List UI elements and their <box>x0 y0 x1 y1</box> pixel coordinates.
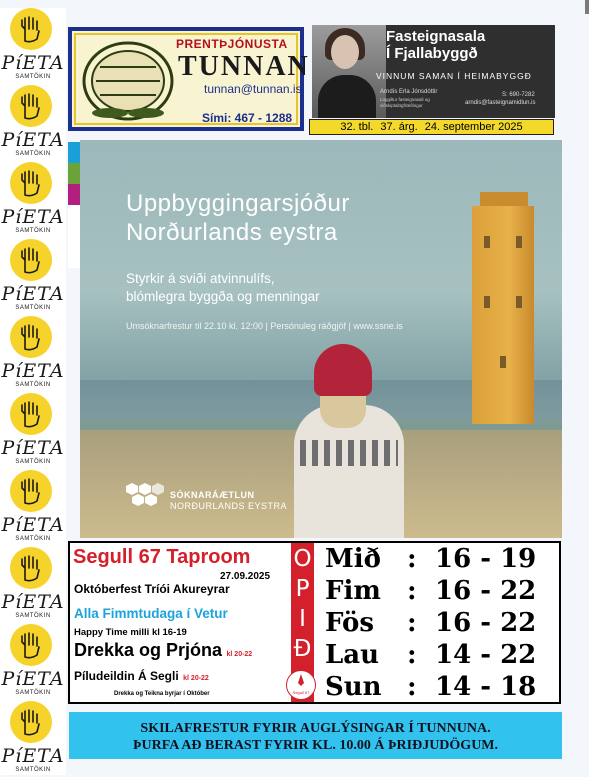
pieta-logo-sub: SAMTÖKIN <box>15 613 51 619</box>
open-letter: I <box>299 606 306 632</box>
ssne-logo-line1: SÓKNARÁÆTLUN <box>170 490 255 500</box>
pieta-logo-word: PíETA <box>1 745 65 767</box>
color-strip-segment <box>68 205 80 226</box>
pieta-logo[interactable] <box>0 701 66 777</box>
color-strip-segment <box>68 226 80 247</box>
color-strip-segment <box>68 184 80 205</box>
pieta-logo[interactable] <box>0 316 66 392</box>
issue-year: 37. árg. <box>380 121 418 133</box>
ssne-subtitle-line2: blómlegra byggða og menningar <box>126 289 320 304</box>
lighthouse-window <box>484 236 490 248</box>
segull-badge <box>286 670 316 700</box>
agent-phone: S: 690-7282 <box>502 92 535 98</box>
darts-event <box>74 667 209 685</box>
hours-colon: : <box>407 608 417 638</box>
darts-event-title: Píludeildin Á Segli <box>74 669 179 683</box>
sweater-pattern <box>300 440 398 466</box>
hand-icon <box>10 85 52 127</box>
agent-photo-face <box>331 35 359 69</box>
barrel-fish-icon <box>80 37 176 125</box>
hours-time: 14 - 22 <box>435 640 537 670</box>
pieta-logo[interactable] <box>0 85 66 161</box>
lighthouse <box>472 206 534 424</box>
lighthouse-window <box>516 296 522 308</box>
pieta-logo-word: PíETA <box>1 437 65 459</box>
ssne-ad[interactable] <box>80 140 562 538</box>
segull-title: Segull 67 Taproom <box>73 546 251 568</box>
hours-colon: : <box>407 640 417 670</box>
pieta-logo-word: PíETA <box>1 514 65 536</box>
event-date: 27.09.2025 <box>220 571 271 582</box>
hand-icon <box>10 470 52 512</box>
hours-time: 16 - 22 <box>435 608 537 638</box>
pieta-logo-sub: SAMTÖKIN <box>15 228 51 234</box>
issue-number: 32. tbl. <box>340 121 374 133</box>
rocket-icon <box>287 671 315 691</box>
red-hat <box>314 344 372 396</box>
event-oktoberfest: Októberfest Tríói Akureyrar <box>74 582 230 596</box>
agent-role-line1: Löggiltur fasteignasali og <box>380 97 430 102</box>
pieta-logo[interactable] <box>0 624 66 700</box>
tunnan-name: TUNNAN <box>178 51 310 82</box>
pieta-logo[interactable] <box>0 393 66 469</box>
ssne-subtitle-line1: Styrkir á sviði atvinnulífs, <box>126 271 275 286</box>
pieta-logo-sub: SAMTÖKIN <box>15 536 51 542</box>
color-strip <box>68 142 80 268</box>
pieta-logo[interactable] <box>0 8 66 84</box>
hand-icon <box>10 162 52 204</box>
opening-hours <box>314 543 559 702</box>
scrollbar-thumb[interactable] <box>585 0 589 14</box>
hours-row <box>325 607 536 639</box>
agent-photo-body <box>318 75 376 118</box>
pieta-logo-word: PíETA <box>1 206 65 228</box>
hours-colon: : <box>407 576 417 606</box>
pieta-logo-word: PíETA <box>1 129 65 151</box>
fasteign-slogan: VINNUM SAMAN Í HEIMABYGGÐ <box>376 71 532 81</box>
hours-day: Fim <box>325 576 381 606</box>
open-vertical-label <box>291 543 314 702</box>
hours-colon: : <box>407 672 417 702</box>
issue-date: 24. september 2025 <box>424 121 523 133</box>
pieta-logo-word: PíETA <box>1 360 65 382</box>
agent-name: Arndís Erla Jónsdóttir <box>380 89 438 95</box>
hours-day: Lau <box>325 640 380 670</box>
hours-row <box>325 639 536 671</box>
deadline-line2: ÞURFA AÐ BERAST FYRIR KL. 10.00 Á ÞRIÐJUDÖGUM. <box>132 738 499 753</box>
pieta-logo-sub: SAMTÖKIN <box>15 74 51 80</box>
thursdays-heading: Alla Fimmtudaga í Vetur <box>74 606 228 621</box>
knit-event-time: kl 20-22 <box>226 651 253 658</box>
knit-event-title: Drekka og Prjóna <box>74 640 223 660</box>
lighthouse-window <box>484 296 490 308</box>
pieta-ad-strip[interactable] <box>0 8 66 775</box>
color-strip-segment <box>68 142 80 163</box>
ssne-title-line2: Norðurlands eystra <box>126 219 338 246</box>
pieta-logo-sub: SAMTÖKIN <box>15 690 51 696</box>
fasteign-title-line2: Í Fjallabyggð <box>386 45 478 62</box>
lighthouse-window <box>500 356 506 368</box>
hours-day: Mið <box>325 544 381 574</box>
pieta-logo-sub: SAMTÖKIN <box>15 459 51 465</box>
pieta-logo-word: PíETA <box>1 591 65 613</box>
pieta-logo[interactable] <box>0 547 66 623</box>
hand-icon <box>10 316 52 358</box>
hand-icon <box>10 239 52 281</box>
open-letter: Ð <box>293 636 312 662</box>
hand-icon <box>10 701 52 743</box>
happy-time: Happy Time milli kl 16-19 <box>74 627 187 638</box>
issue-info-bar <box>309 119 554 135</box>
pieta-logo-word: PíETA <box>1 283 65 305</box>
hours-time: 16 - 19 <box>435 544 537 574</box>
pieta-logo[interactable] <box>0 239 66 315</box>
hours-time: 16 - 22 <box>435 576 537 606</box>
pieta-logo-sub: SAMTÖKIN <box>15 382 51 388</box>
color-strip-segment <box>68 163 80 184</box>
agent-role-line2: viðskiptalögfræðingur <box>380 103 423 108</box>
segull-events <box>70 543 291 702</box>
hours-row <box>325 671 536 703</box>
knit-event <box>74 640 252 661</box>
pieta-logo-sub: SAMTÖKIN <box>15 305 51 311</box>
lighthouse-window <box>516 236 522 248</box>
hand-icon <box>10 624 52 666</box>
open-letter: P <box>295 576 310 602</box>
tunnan-service-label: PRENTÞJÓNUSTA <box>176 37 288 51</box>
deadline-line1: SKILAFRESTUR FYRIR AUGLÝSINGAR Í TUNNUNA. <box>140 721 491 736</box>
darts-event-time: kl 20-22 <box>183 675 209 682</box>
pieta-logo-sub: SAMTÖKIN <box>15 767 51 773</box>
fasteignasala-ad[interactable] <box>312 25 555 118</box>
hexagon-logo-icon <box>126 483 166 513</box>
pieta-logo[interactable] <box>0 162 66 238</box>
ssne-info-line: Umsóknarfrestur til 22.10 kl. 12:00 | Persónuleg ráðgjöf | www.ssne.is <box>126 321 403 331</box>
drawing-note: Drekka og Teikna byrjar í Október <box>114 691 210 697</box>
hours-row <box>325 575 536 607</box>
hand-icon <box>10 8 52 50</box>
pieta-logo[interactable] <box>0 470 66 546</box>
hours-row <box>325 543 536 575</box>
hours-day: Fös <box>325 608 375 638</box>
hours-colon: : <box>407 544 417 574</box>
tunnan-ad[interactable] <box>68 27 310 131</box>
pieta-logo-word: PíETA <box>1 52 65 74</box>
ad-deadline-notice <box>69 712 562 759</box>
hours-time: 14 - 18 <box>435 672 537 702</box>
pieta-logo-word: PíETA <box>1 668 65 690</box>
tunnan-phone: Sími: 467 - 1288 <box>202 111 293 125</box>
color-strip-segment <box>68 247 80 268</box>
hand-icon <box>10 547 52 589</box>
open-letter: O <box>293 546 312 572</box>
tunnan-email[interactable]: tunnan@tunnan.is <box>204 82 302 96</box>
ssne-title-line1: Uppbyggingarsjóður <box>126 190 350 217</box>
pieta-logo-sub: SAMTÖKIN <box>15 151 51 157</box>
ssne-logo-line2: NORÐURLANDS EYSTRA <box>170 501 288 511</box>
segull-badge-text: Segull 67 <box>292 690 310 695</box>
fasteign-title-line1: Fasteignasala <box>386 28 486 45</box>
agent-email[interactable]: arndis@fasteignamidlun.is <box>465 100 536 106</box>
hand-icon <box>10 393 52 435</box>
hours-day: Sun <box>325 672 382 702</box>
agent-photo <box>312 25 386 118</box>
segull-taproom-ad[interactable] <box>68 541 561 704</box>
